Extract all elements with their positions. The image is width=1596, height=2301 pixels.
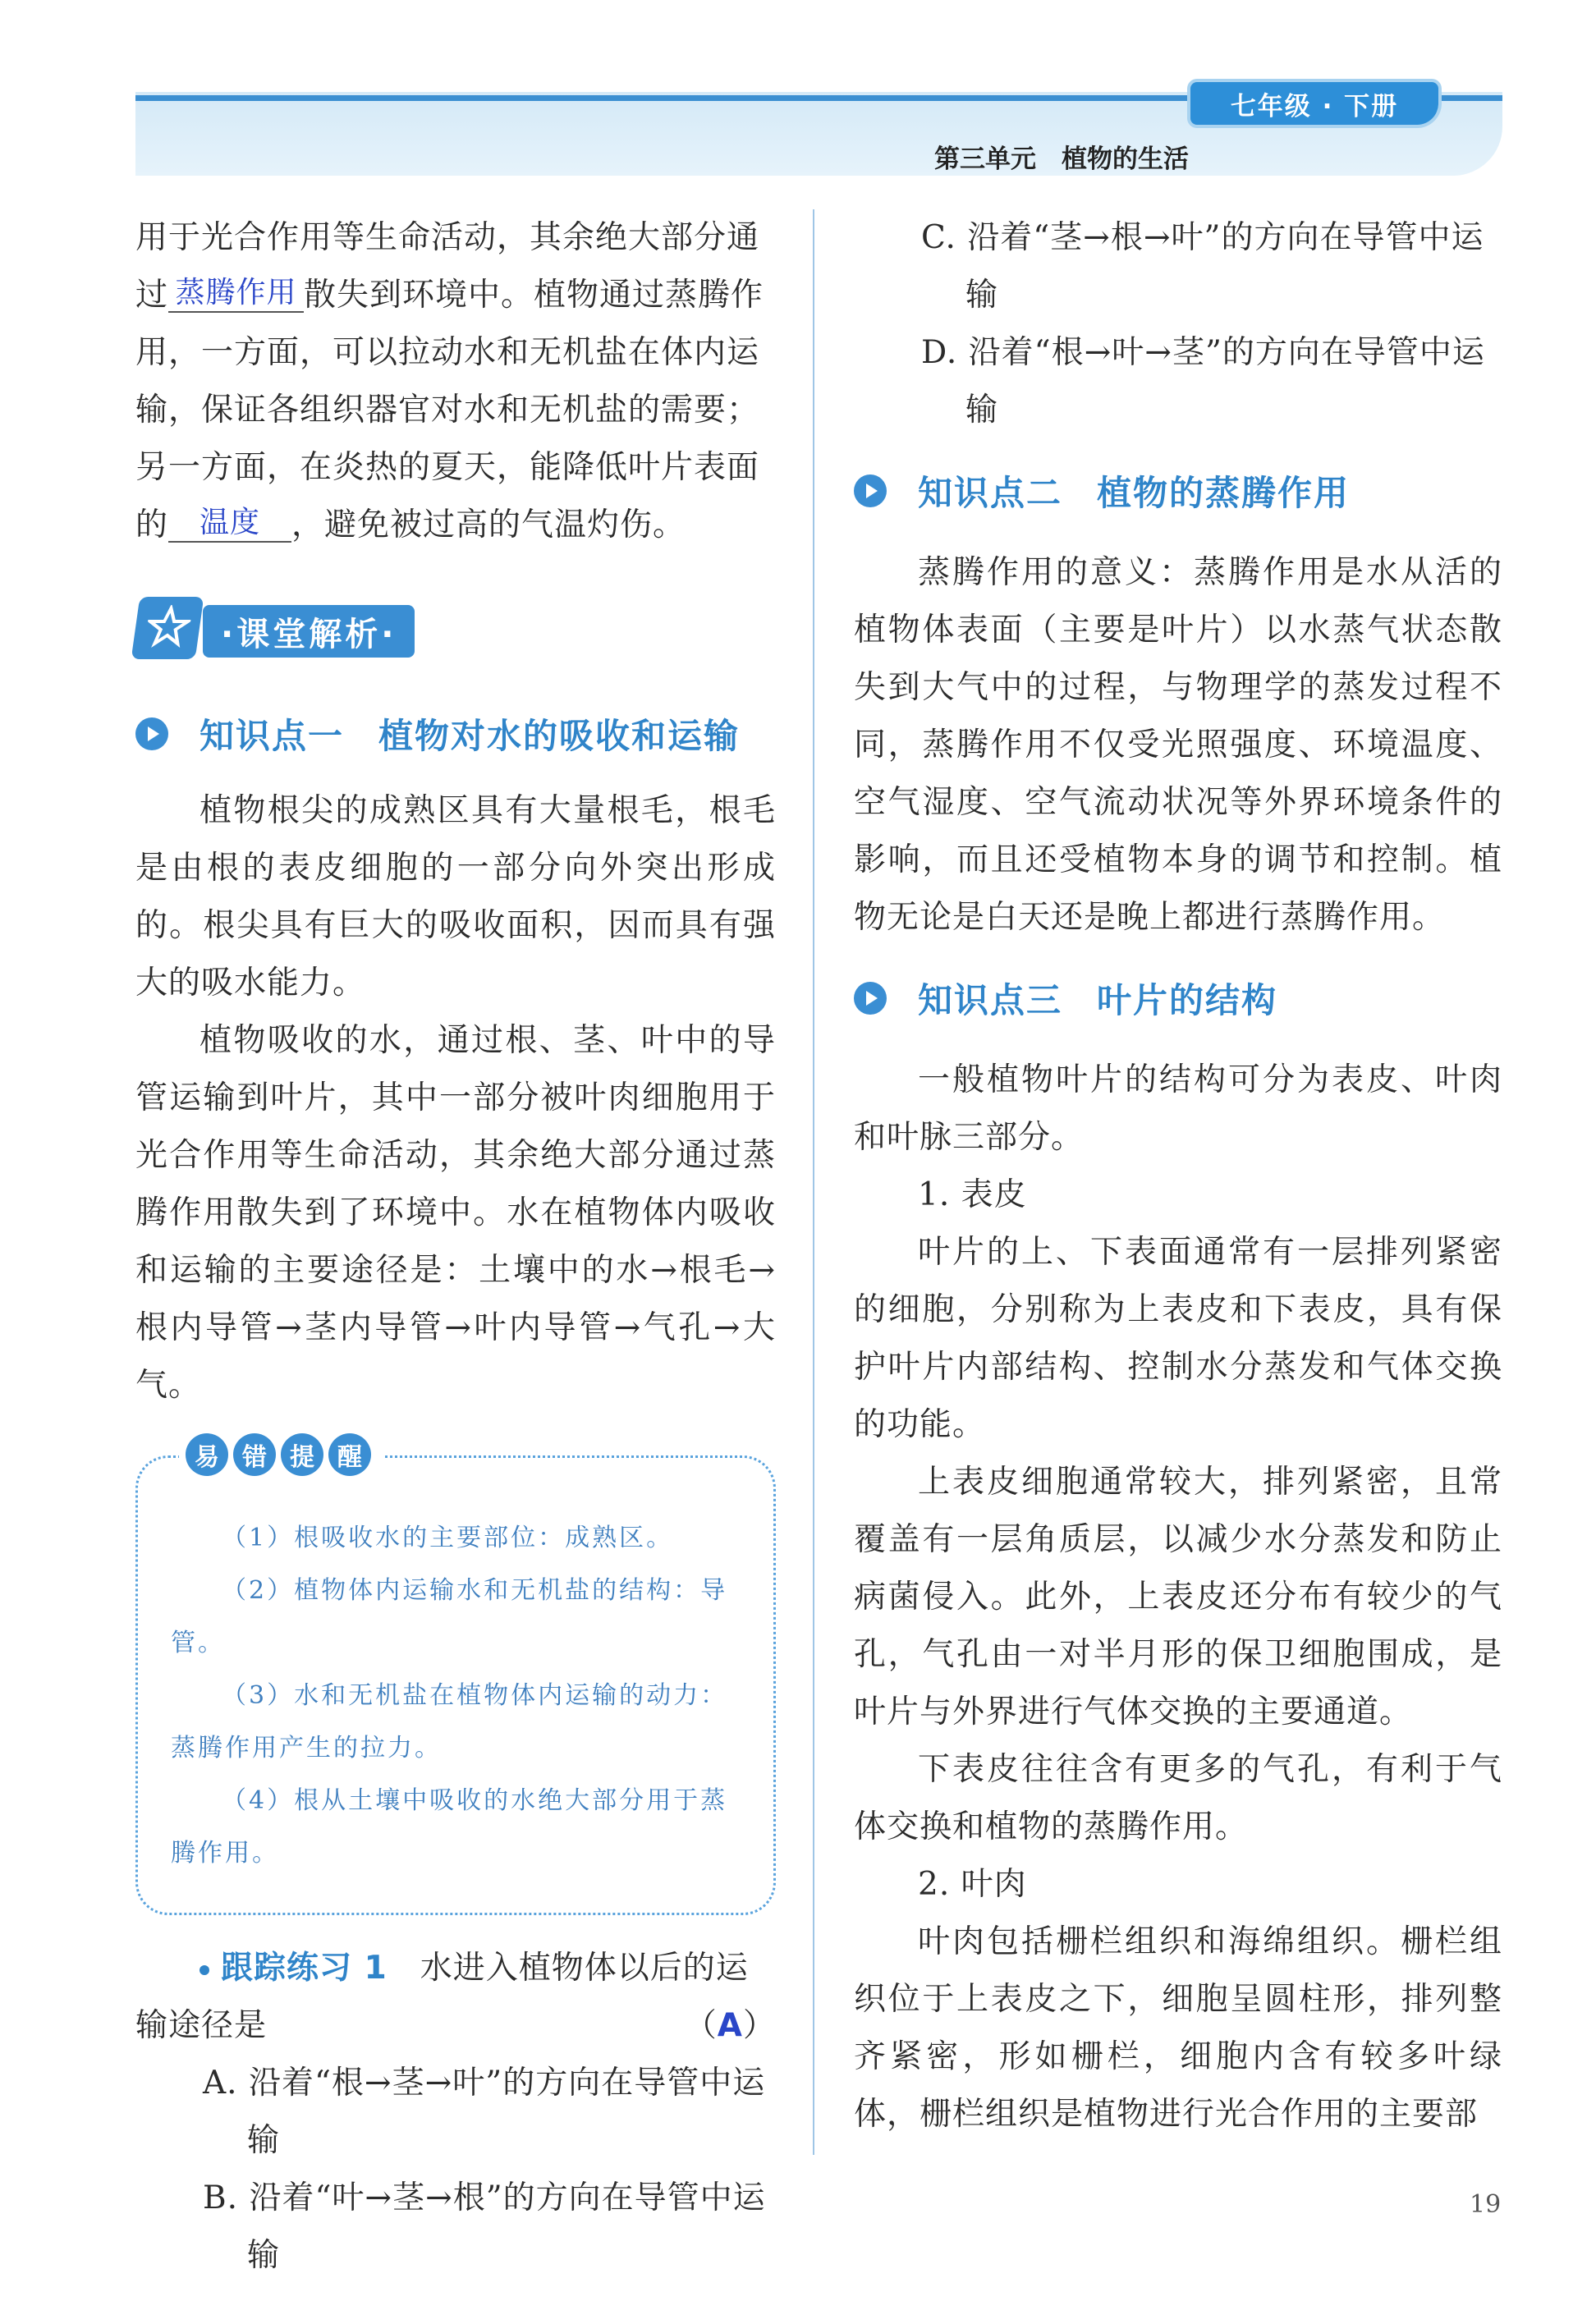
intro-line-3: 用，一方面，可以拉动水和无机盐在体内运 bbox=[135, 334, 760, 371]
intro-line-6: 的 温度 ，避免被过高的气温灼伤。 bbox=[135, 506, 686, 543]
exercise-question: 跟踪练习 1 水进入植物体以后的运 bbox=[135, 1940, 776, 1997]
header-rule-end bbox=[1438, 95, 1502, 101]
unit-title: 第三单元 植物的生活 bbox=[934, 144, 1189, 174]
kp3-name: 叶片的结构 bbox=[1097, 980, 1278, 1020]
class-analysis-banner bbox=[135, 590, 776, 672]
column-divider bbox=[813, 209, 814, 2155]
knowledge-point-2 bbox=[854, 462, 1502, 520]
kp1-name: 植物对水的吸收和运输 bbox=[378, 716, 741, 756]
answer-blank-temperature: 温度 bbox=[168, 505, 291, 543]
grade-badge: 七年级 · 下册 bbox=[1190, 82, 1438, 125]
subheading-mesophyll: 2. 叶肉 bbox=[918, 1866, 1027, 1903]
play-icon bbox=[135, 717, 168, 750]
paragraph-mesophyll: 叶肉包括栅栏组织和海绵组织。栅栏组织位于上表皮之下，细胞呈圆柱形，排列整齐紧密，形如栅栏，细胞内含有较多叶绿体，栅栏组织是植物进行光合作用的主要部 bbox=[854, 1923, 1502, 2133]
kp2-name: 植物的蒸腾作用 bbox=[1097, 473, 1351, 513]
paragraph-root-hair: 植物根尖的成熟区具有大量根毛，根毛是由根的表皮细胞的一部分向外突出形成的。根尖具有巨大的吸收面积，因而具有强大的吸水能力。 bbox=[135, 792, 776, 1002]
paragraph-epidermis-2: 上表皮细胞通常较大，排列紧密，且常覆盖有一层角质层，以减少水分蒸发和防止病菌侵入。此外，上表皮还分布有较少的气孔，气孔由一对半月形的保卫细胞围成，是叶片与外界进行气体交换的主要通道。 bbox=[854, 1464, 1502, 1730]
option-d: D. 沿着“根→叶→茎”的方向在导管中运输 bbox=[921, 334, 1485, 429]
option-c: C. 沿着“茎→根→叶”的方向在导管中运输 bbox=[921, 219, 1484, 314]
answer-blank-transpiration: 蒸腾作用 bbox=[168, 275, 304, 313]
paragraph-epidermis-3: 下表皮往往含有更多的气孔，有利于气体交换和植物的蒸腾作用。 bbox=[854, 1751, 1502, 1845]
tip-item: （4）根从土壤中吸收的水绝大部分用于蒸腾作用。 bbox=[171, 1786, 728, 1868]
left-column bbox=[135, 209, 776, 2285]
kp3-number: 知识点三 bbox=[918, 980, 1063, 1020]
answer-bracket: （A） bbox=[684, 2007, 776, 2044]
knowledge-point-3 bbox=[854, 969, 1502, 1027]
knowledge-point-1 bbox=[135, 705, 776, 763]
page-number: 19 bbox=[1470, 2190, 1502, 2219]
selected-answer: A bbox=[717, 2007, 743, 2044]
intro-line-4: 输，保证各组织器官对水和无机盐的需要； bbox=[135, 392, 760, 429]
exercise-label: 跟踪练习 1 bbox=[221, 1950, 388, 1987]
intro-line-2: 过 蒸腾作用 散失到环境中。植物通过蒸腾作 bbox=[135, 276, 764, 314]
star-book-icon bbox=[131, 597, 204, 659]
paragraph-leaf-structure: 一般植物叶片的结构可分为表皮、叶肉和叶脉三部分。 bbox=[854, 1061, 1502, 1156]
exercise-question-line2: 输途径是 （A） bbox=[135, 1997, 776, 2055]
intro-line-5: 另一方面，在炎热的夏天，能降低叶片表面 bbox=[135, 449, 760, 486]
kp1-number: 知识点一 bbox=[200, 716, 345, 756]
option-b: B. 沿着“叶→茎→根”的方向在导管中运输 bbox=[203, 2180, 766, 2274]
play-icon bbox=[854, 982, 887, 1015]
paragraph-epidermis-1: 叶片的上、下表面通常有一层排列紧密的细胞，分别称为上表皮和下表皮，具有保护叶片内部结构、控制水分蒸发和气体交换的功能。 bbox=[854, 1234, 1502, 1443]
right-column bbox=[854, 209, 1502, 2143]
tip-item: （2）植物体内运输水和无机盐的结构：导管。 bbox=[171, 1576, 728, 1657]
tip-item: （3）水和无机盐在植物体内运输的动力：蒸腾作用产生的拉力。 bbox=[171, 1681, 728, 1762]
kp2-number: 知识点二 bbox=[918, 473, 1063, 513]
tip-item: （1）根吸收水的主要部位：成熟区。 bbox=[222, 1524, 674, 1552]
option-a: A. 沿着“根→茎→叶”的方向在导管中运输 bbox=[203, 2065, 766, 2159]
paragraph-transpiration: 蒸腾作用的意义：蒸腾作用是水从活的植物体表面（主要是叶片）以水蒸气状态散失到大气中的过程，与物理学的蒸发过程不同，蒸腾作用不仅受光照强度、环境温度、空气湿度、空气流动状况等外界环境条件的影响，而且还受植物本身的调节和控制。植物无论是白天还是晚上都进行蒸腾作用。 bbox=[854, 554, 1502, 936]
banner-title: ·课堂解析· bbox=[203, 605, 415, 658]
mistake-reminder-title: 易 错 提 醒 bbox=[179, 1433, 383, 1476]
subheading-epidermis: 1. 表皮 bbox=[918, 1176, 1027, 1213]
header-rule bbox=[135, 95, 1195, 101]
mistake-reminder-box bbox=[135, 1443, 776, 1915]
play-icon bbox=[854, 474, 887, 507]
bullet-icon bbox=[200, 1965, 209, 1975]
intro-line-1: 用于光合作用等生命活动，其余绝大部分通 bbox=[135, 219, 760, 256]
paragraph-water-transport: 植物吸收的水，通过根、茎、叶中的导管运输到叶片，其中一部分被叶肉细胞用于光合作用等生命活动，其余绝大部分通过蒸腾作用散失到了环境中。水在植物体内吸收和运输的主要途径是：土壤中的水→根毛→根内导管→茎内导管→叶内导管→气孔→大气。 bbox=[135, 1022, 776, 1404]
